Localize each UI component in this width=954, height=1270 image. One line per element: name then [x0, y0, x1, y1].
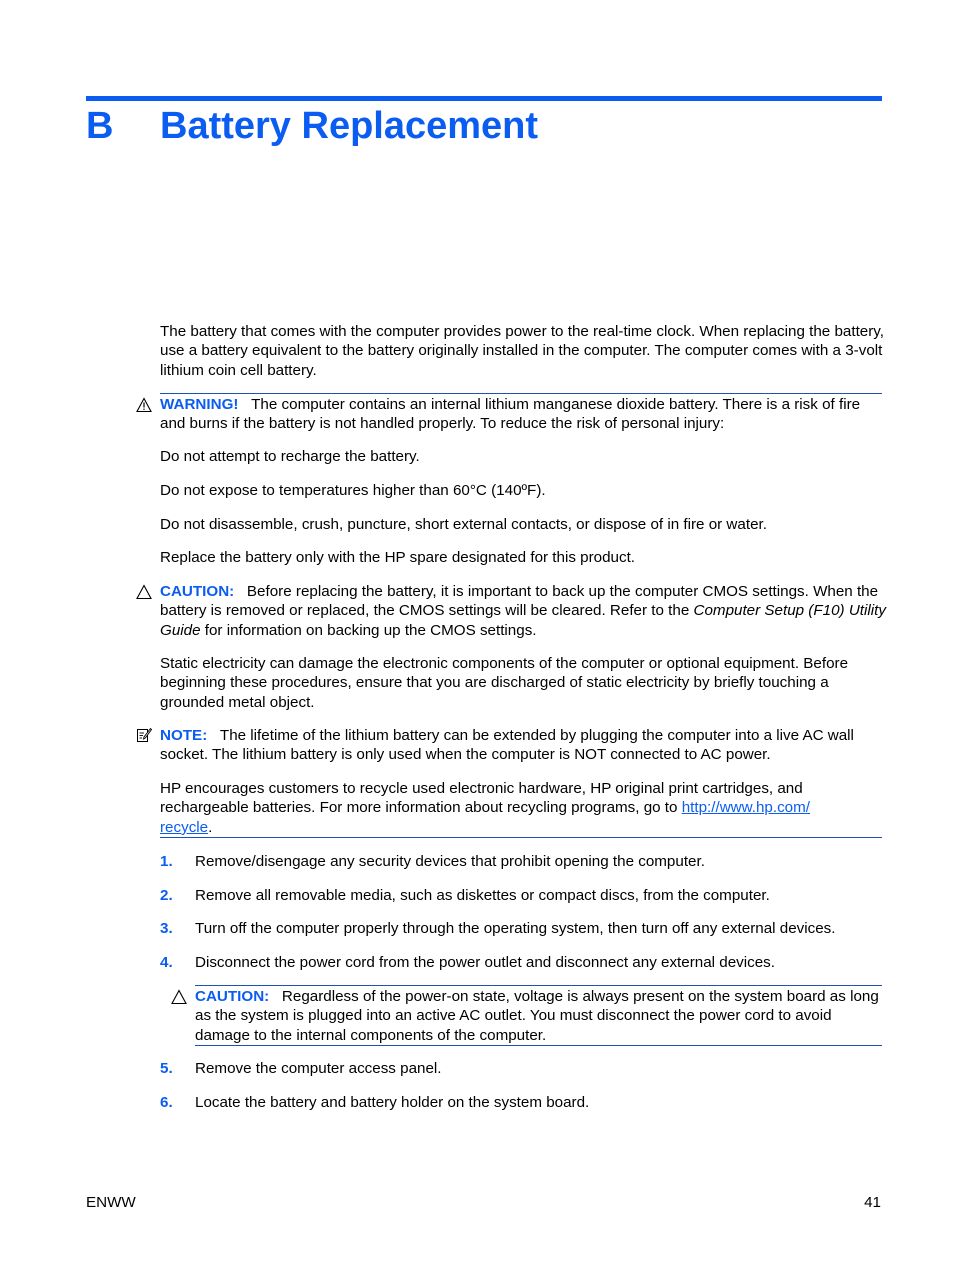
- warning-item: Do not attempt to recharge the battery.: [160, 448, 420, 465]
- caution-bottom-rule: [195, 1045, 882, 1046]
- warning-item: Do not expose to temperatures higher than 60°C (140ºF).: [160, 482, 546, 499]
- note-text: The lifetime of the lithium battery can be extended by plugging the computer into a live AC wall socket. The lithium battery is only used when the computer is NOT connected to AC power.: [160, 727, 854, 764]
- warning-top-rule: [160, 393, 882, 394]
- recycle-link[interactable]: http://www.hp.com/: [681, 799, 811, 817]
- caution-top-rule: [195, 985, 882, 986]
- warning-item: Do not disassemble, crush, puncture, short external contacts, or dispose of in fire or water.: [160, 516, 767, 533]
- step-text: Remove the computer access panel.: [195, 1060, 442, 1077]
- step-number: 6.: [160, 1094, 173, 1111]
- recycle-text: HP encourages customers to recycle used electronic hardware, HP original print cartridges, and rechargeable batteries. For more information about recycling programs, go to: [160, 780, 803, 817]
- caution-text-before: Before replacing the battery, it is important to back up the computer CMOS settings. When the battery is removed or replaced, the CMOS settings will be cleared. Refer to the: [160, 583, 879, 620]
- warning-item: Replace the battery only with the HP spare designated for this product.: [160, 549, 636, 566]
- step-text: Turn off the computer properly through the operating system, then turn off any external devices.: [195, 920, 836, 937]
- chapter-title: Battery Replacement: [160, 105, 539, 147]
- warning-text: The computer contains an internal lithium manganese dioxide battery. There is a risk of fire and burns if the battery is not handled properly. To reduce the risk of personal injury:: [160, 396, 861, 433]
- static-paragraph: Static electricity can damage the electronic components of the computer or optional equipment. Before beginning these procedures, ensure that you are discharged of static electricity by briefly touching a grounded metal object.: [160, 655, 849, 711]
- caution-triangle-icon: [136, 584, 152, 600]
- footer-label: ENWW: [86, 1194, 136, 1211]
- warning-paragraph: [160, 395, 886, 434]
- chapter-letter: B: [86, 105, 114, 147]
- note-paragraph: [160, 726, 886, 765]
- page-number: 41: [864, 1194, 881, 1211]
- step-text: Remove/disengage any security devices that prohibit opening the computer.: [195, 853, 705, 870]
- step-number: 4.: [160, 954, 173, 971]
- caution-guide-title: Computer Setup (F10) Utility Guide: [160, 602, 886, 639]
- recycle-link-continued[interactable]: recycle: [160, 818, 209, 836]
- caution-paragraph: [160, 582, 886, 640]
- step-number: 1.: [160, 853, 173, 870]
- step-number: 3.: [160, 920, 173, 937]
- step-number: 5.: [160, 1060, 173, 1077]
- warning-label: WARNING!: [160, 396, 239, 413]
- step-text: Disconnect the power cord from the power outlet and disconnect any external devices.: [195, 954, 775, 971]
- recycle-text-end: .: [208, 818, 213, 836]
- caution-text: Regardless of the power-on state, voltage is always present on the system board as long as the system is plugged into an active AC outlet. You must disconnect the power cord to avoid damage to the internal components of the computer.: [195, 988, 879, 1044]
- caution-text-after: for information on backing up the CMOS settings.: [200, 621, 537, 639]
- note-bottom-rule: [160, 837, 882, 838]
- warning-triangle-icon: [136, 397, 152, 413]
- intro-paragraph: The battery that comes with the computer provides power to the real-time clock. When replacing the battery, use a battery equivalent to the battery originally installed in the computer. The computer comes with a 3-volt lithium coin cell battery.: [160, 323, 884, 379]
- step-number: 2.: [160, 887, 173, 904]
- caution-triangle-icon: [171, 989, 187, 1005]
- step-text: Locate the battery and battery holder on the system board.: [195, 1094, 590, 1111]
- caution-label: CAUTION:: [160, 583, 235, 600]
- caution-label: CAUTION:: [195, 988, 270, 1005]
- note-pencil-icon: [136, 727, 152, 743]
- recycle-paragraph: [160, 779, 886, 837]
- note-label: NOTE:: [160, 727, 208, 744]
- step-text: Remove all removable media, such as diskettes or compact discs, from the computer.: [195, 887, 770, 904]
- caution-paragraph: [195, 987, 885, 1045]
